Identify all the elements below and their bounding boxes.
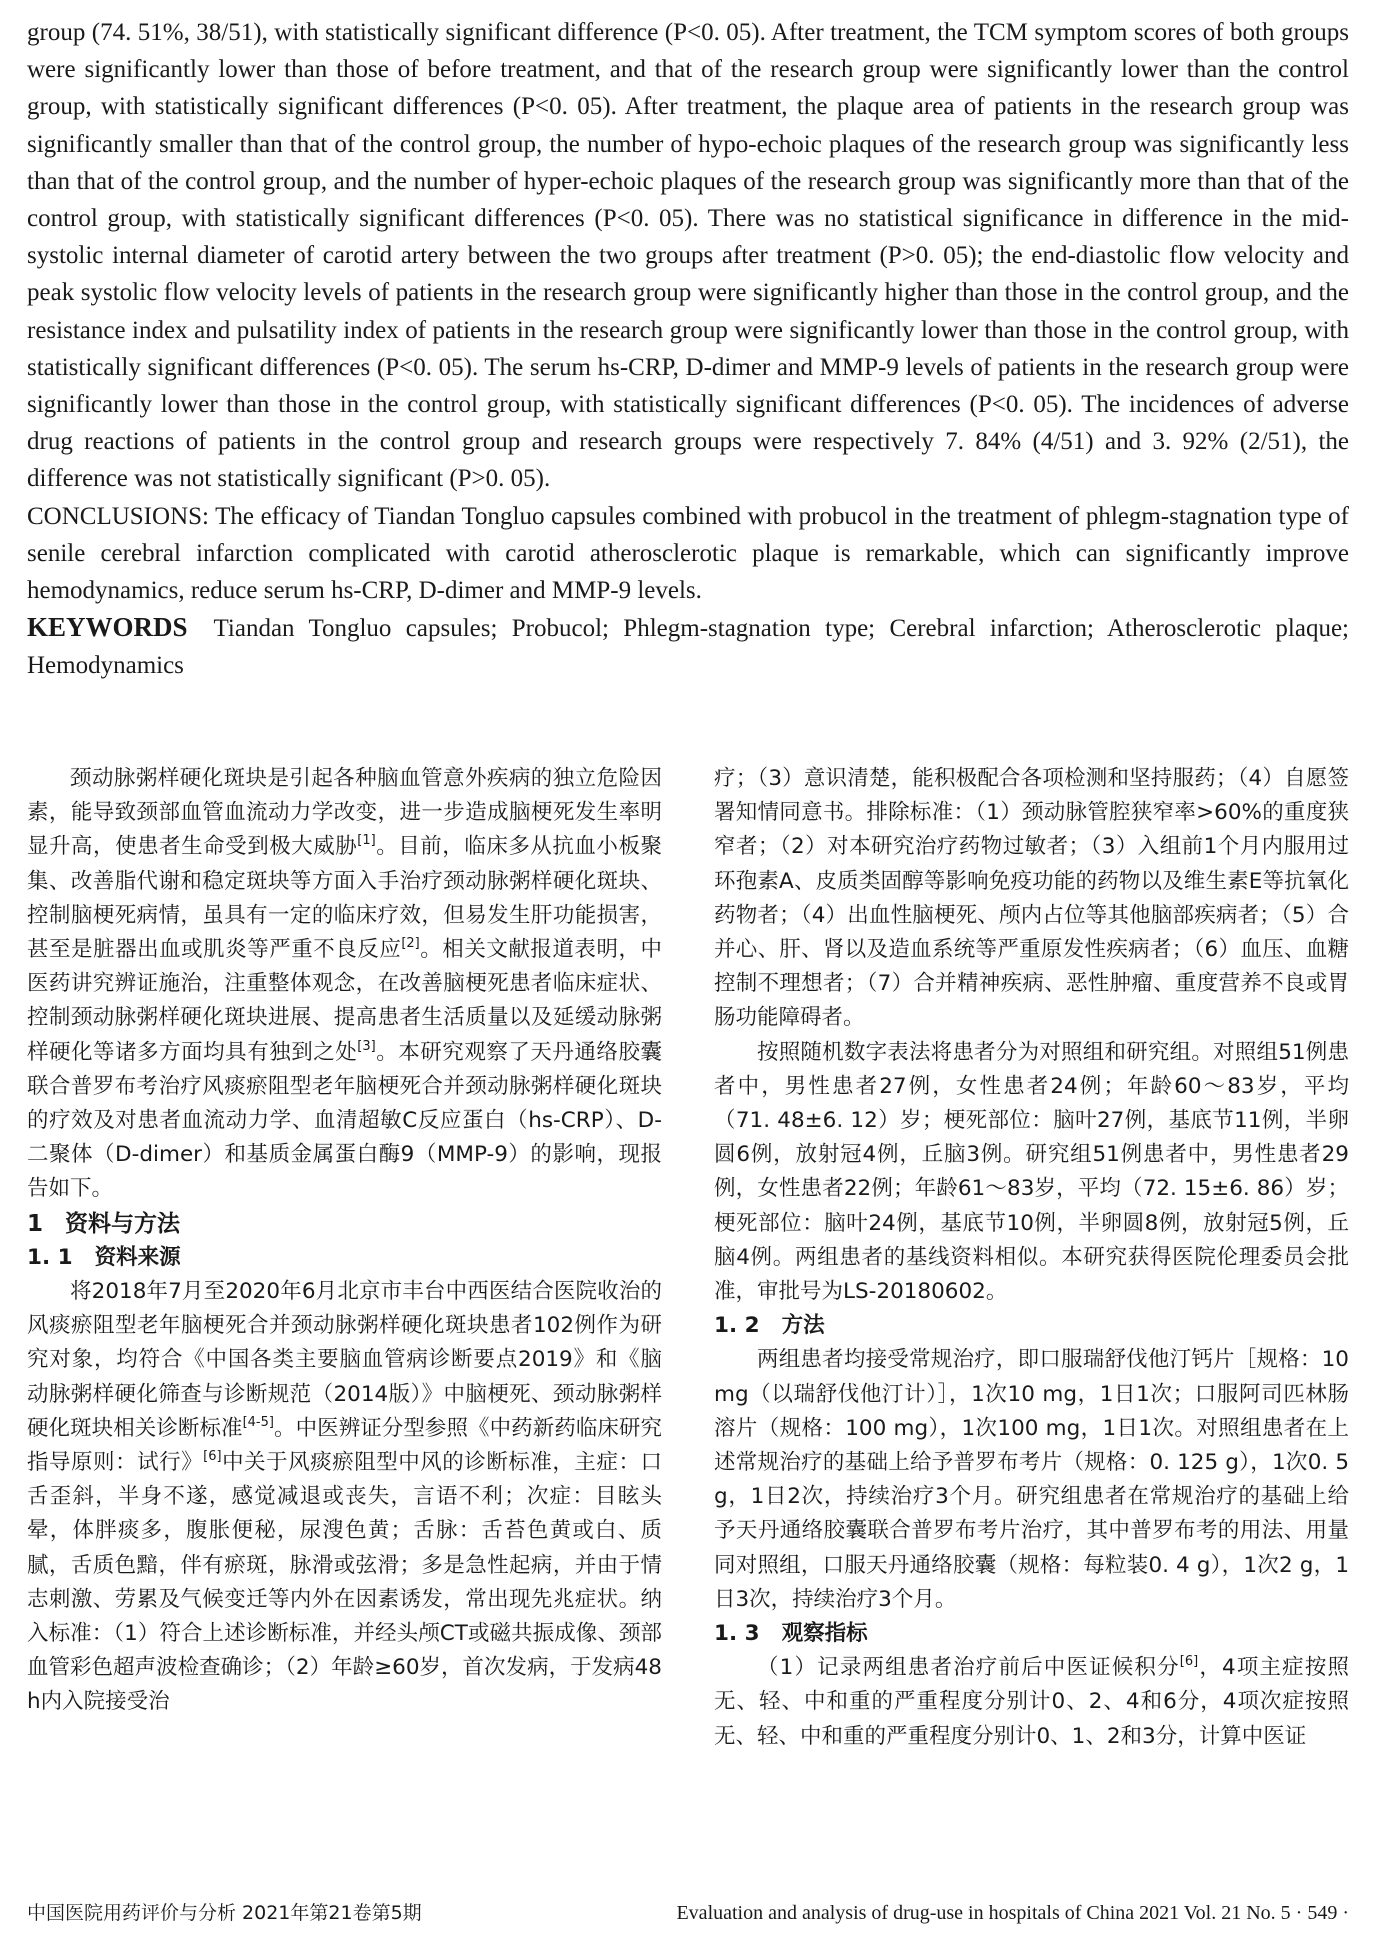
english-abstract bbox=[27, 14, 1349, 685]
citation-6: [6] bbox=[203, 1449, 222, 1465]
section-number: 1. 3 bbox=[714, 1621, 760, 1647]
indicators-text-a: （1）记录两组患者治疗前后中医证候积分 bbox=[757, 1655, 1180, 1681]
section-title: 资料来源 bbox=[94, 1244, 181, 1270]
left-column bbox=[27, 762, 662, 1720]
section-number: 1 bbox=[27, 1210, 44, 1237]
keywords-text: Tiandan Tongluo capsules; Probucol; Phlegm-stagnation type; Cerebral infarction; Atherosclerotic plaque; Hemodynamics bbox=[27, 615, 1349, 680]
citation-4-5: [4-5] bbox=[242, 1414, 274, 1430]
intro-text-c: 。相关文献报道表明，中医药讲究辨证施治，注重整体观念，在改善脑梗死患者临床症状、控制颈动脉粥样硬化斑块进展、提高患者生活质量以及延缓动脉粥样硬化等诸多方面均具有独到之处 bbox=[27, 937, 662, 1065]
citation-6: [6] bbox=[1179, 1654, 1199, 1670]
citation-1: [1] bbox=[357, 833, 376, 849]
section-1-heading bbox=[27, 1207, 662, 1241]
abstract-conclusions: CONCLUSIONS: The efficacy of Tiandan Tongluo capsules combined with probucol in the treatment of phlegm-stagnation type of senile cerebral infarction complicated with carotid atherosclerotic plaque is remarkable, which can significantly improve hemodynamics, reduce serum hs-CRP, D-dimer and MMP-9 levels. bbox=[27, 502, 1349, 605]
source-text-a: 将2018年7月至2020年6月北京市丰台中西医结合医院收治的风痰瘀阻型老年脑梗死合并颈动脉粥样硬化斑块患者102例作为研究对象，均符合《中国各类主要脑血管病诊断要点2019》和《脑动脉粥样硬化筛查与诊断规范（2014版）》中脑梗死、颈动脉粥样硬化斑块相关诊断标准 bbox=[27, 1279, 662, 1441]
intro-text-b: 。目前，临床多从抗血小板聚集、改善脂代谢和稳定斑块等方面入手治疗颈动脉粥样硬化斑块、控制脑梗死病情，虽具有一定的临床疗效，但易发生肝功能损害，甚至是脏器出血或肌炎等严重不良反应 bbox=[27, 834, 662, 963]
section-title: 资料与方法 bbox=[65, 1210, 181, 1237]
abstract-keywords bbox=[27, 609, 1349, 684]
citation-2: [2] bbox=[401, 936, 420, 952]
abstract-results: group (74. 51%, 38/51), with statistically significant difference (P<0. 05). After treatment, the TCM symptom scores of both groups were significantly lower than those of before treatment, and that of the research group were significantly lower than the control group, with statistically significant differences (P<0. 05). After treatment, the plaque area of patients in the research group was significantly smaller than that of the control group, the number of hypo-echoic plaques of the research group was significantly less than that of the control group, and the number of hyper-echoic plaques of the research group was significantly more than that of the control group, with statistically significant differences (P<0. 05). There was no statistical significance in difference in the mid-systolic internal diameter of carotid artery between the two groups after treatment (P>0. 05); the end-diastolic flow velocity and peak systolic flow velocity levels of patients in the research group were significantly higher than those in the control group, and the resistance index and pulsatility index of patients in the research group were significantly lower than those in the control group, with statistically significant differences (P<0. 05). The serum hs-CRP, D-dimer and MMP-9 levels of patients in the research group were significantly lower than those in the control group, with statistically significant differences (P<0. 05). The incidences of adverse drug reactions of patients in the control group and research groups were respectively 7. 84% (4/51) and 3. 92% (2/51), the difference was not statistically significant (P>0. 05). bbox=[27, 19, 1349, 493]
keywords-label: KEYWORDS bbox=[27, 612, 188, 643]
section-title: 方法 bbox=[781, 1313, 825, 1339]
section-1-1-heading bbox=[27, 1241, 662, 1275]
section-1-3-heading bbox=[714, 1617, 1349, 1651]
methods-paragraph: 两组患者均接受常规治疗，即口服瑞舒伐他汀钙片［规格：10 mg（以瑞舒伐他汀计）］，1次10 mg，1日1次；口服阿司匹林肠溶片（规格：100 mg），1次100 mg，1日1次。对照组患者在上述常规治疗的基础上给予普罗布考片（规格：0. 125 g），1次0. 5 g，1日2次，持续治疗3个月。研究组患者在常规治疗的基础上给予天丹通络胶囊联合普罗布考片治疗，其中普罗布考的用法、用量同对照组，口服天丹通络胶囊（规格：每粒装0. 4 g），1次2 g，1日3次，持续治疗3个月。 bbox=[714, 1347, 1349, 1612]
footer-journal-en: Evaluation and analysis of drug-use in hospitals of China 2021 Vol. 21 No. 5 · 549 · bbox=[676, 1902, 1349, 1924]
source-text-c: 中关于风痰瘀阻型中风的诊断标准，主症：口舌歪斜，半身不遂，感觉减退或丧失，言语不利；次症：目眩头晕，体胖痰多，腹胀便秘，尿溲色黄；舌脉：舌苔色黄或白、质腻，舌质色黯，伴有瘀斑，脉滑或弦滑；多是急性起病，并由于情志刺激、劳累及气候变迁等内外在因素诱发，常出现先兆症状。纳入标准：（1）符合上述诊断标准，并经头颅CT或磁共振成像、颈部血管彩色超声波检查确诊；（2）年龄≥60岁，首次发病，于发病48 h内入院接受治 bbox=[27, 1450, 662, 1715]
intro-text-d: 。本研究观察了天丹通络胶囊联合普罗布考治疗风痰瘀阻型老年脑梗死合并颈动脉粥样硬化斑块的疗效及对患者血流动力学、血清超敏C反应蛋白（hs-CRP）、D-二聚体（D-dimer）和基质金属蛋白酶9（MMP-9）的影响，现报告如下。 bbox=[27, 1039, 662, 1202]
section-number: 1. 2 bbox=[714, 1313, 760, 1339]
data-source-paragraph bbox=[27, 1275, 662, 1720]
section-title: 观察指标 bbox=[781, 1621, 868, 1647]
citation-3: [3] bbox=[357, 1038, 376, 1054]
introduction-paragraph bbox=[27, 762, 662, 1207]
criteria-continued-paragraph: 疗；（3）意识清楚，能积极配合各项检测和坚持服药；（4）自愿签署知情同意书。排除标准：（1）颈动脉管腔狭窄率>60%的重度狭窄者；（2）对本研究治疗药物过敏者；（3）入组前1个月内服用过环孢素A、皮质类固醇等影响免疫功能的药物以及维生素E等抗氧化药物者；（4）出血性脑梗死、颅内占位等其他脑部疾病者；（5）合并心、肝、肾以及造血系统等严重原发性疾病者；（6）血压、血糖控制不理想者；（7）合并精神疾病、恶性肿瘤、重度营养不良或胃肠功能障碍者。 bbox=[714, 766, 1349, 1031]
footer-journal-cn: 中国医院用药评价与分析 2021年第21卷第5期 bbox=[27, 1902, 422, 1924]
grouping-paragraph: 按照随机数字表法将患者分为对照组和研究组。对照组51例患者中，男性患者27例，女性患者24例；年龄60～83岁，平均（71. 48±6. 12）岁；梗死部位：脑叶27例，基底节11例，半卵圆6例，放射冠4例，丘脑3例。研究组51例患者中，男性患者29例，女性患者22例；年龄61～83岁，平均（72. 15±6. 86）岁；梗死部位：脑叶24例，基底节10例，半卵圆8例，放射冠5例，丘脑4例。两组患者的基线资料相似。本研究获得医院伦理委员会批准，审批号为LS-20180602。 bbox=[714, 1039, 1349, 1305]
source-text-b: 。中医辨证分型参照《中药新药临床研究指导原则：试行》 bbox=[27, 1415, 662, 1476]
indicators-paragraph bbox=[714, 1651, 1349, 1754]
intro-text-a: 颈动脉粥样硬化斑块是引起各种脑血管意外疾病的独立危险因素，能导致颈部血管血流动力学改变，进一步造成脑梗死发生率明显升高，使患者生命受到极大威胁 bbox=[27, 766, 662, 860]
right-column bbox=[714, 762, 1349, 1754]
section-number: 1. 1 bbox=[27, 1244, 73, 1270]
section-1-2-heading bbox=[714, 1309, 1349, 1343]
indicators-text-b: ，4项主症按照无、轻、中和重的严重程度分别计0、2、4和6分，4项次症按照无、轻、中和重的严重程度分别计0、1、2和3分，计算中医证 bbox=[714, 1655, 1349, 1749]
